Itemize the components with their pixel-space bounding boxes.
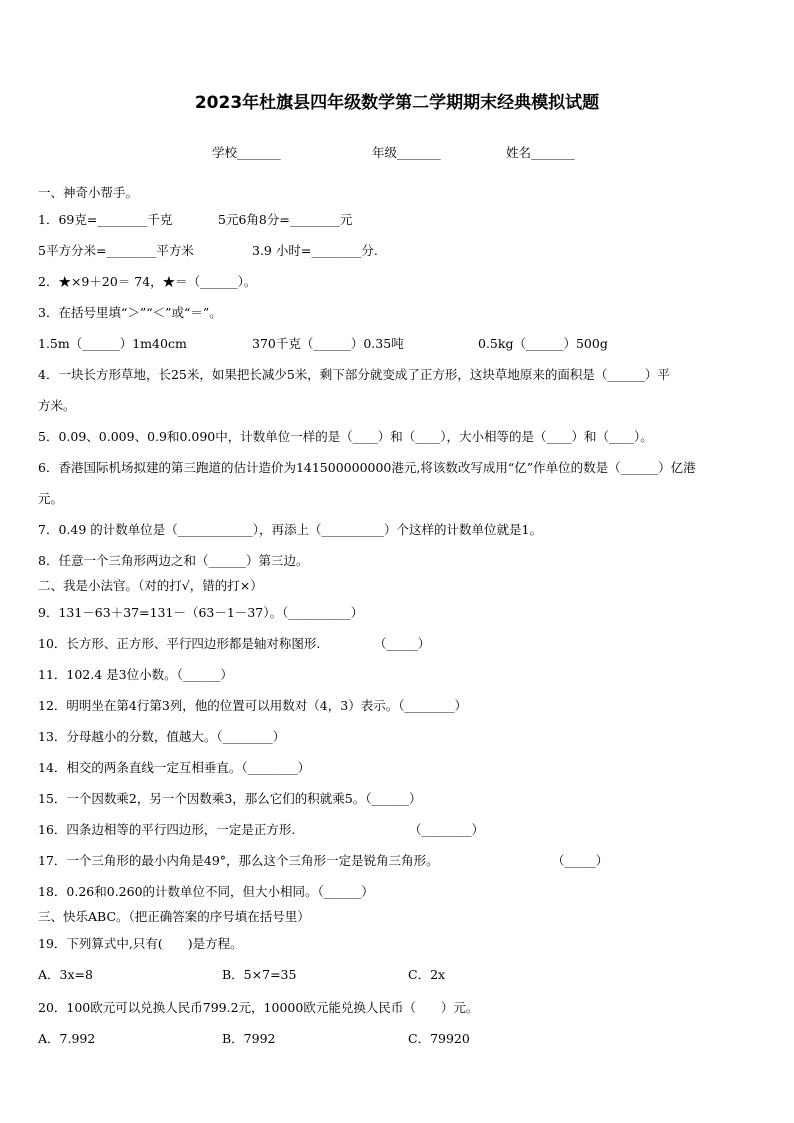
question-3b: 370千克（______）0.35吨	[252, 336, 404, 351]
question-13: 13．分母越小的分数，值越大。（________）	[38, 729, 286, 744]
question-20-option-a: A．7.992	[38, 1031, 96, 1046]
question-5: 5．0.09、0.009、0.9和0.090中，计数单位一样的是（____）和（____），大小相等的是（____）和（____）。	[38, 429, 653, 444]
grade-field: 年级_______	[372, 145, 441, 160]
school-field: 学校_______	[212, 145, 281, 160]
question-9: 9．131－63＋37=131－（63－1－37）。（__________）	[38, 605, 364, 620]
question-12: 12．明明坐在第4行第3列，他的位置可以用数对（4，3）表示。（________）	[38, 698, 467, 713]
question-16: 16．四条边相等的平行四边形，一定是正方形.	[38, 822, 296, 837]
question-19-option-a: A．3x=8	[38, 967, 93, 982]
section-2-heading: 二、我是小法官。（对的打√，错的打×）	[38, 578, 263, 593]
question-17-blank: （_____）	[552, 853, 609, 868]
question-16-blank: （________）	[409, 822, 485, 837]
question-19: 19．下列算式中,只有( )是方程。	[38, 936, 243, 951]
question-20-option-b: B．7992	[222, 1031, 276, 1046]
question-10: 10．长方形、正方形、平行四边形都是轴对称图形.	[38, 636, 321, 651]
question-1c: 5平方分米=________平方米	[38, 243, 194, 258]
page-title: 2023年杜旗县四年级数学第二学期期末经典模拟试题	[194, 93, 600, 113]
question-6-line1: 6．香港国际机场拟建的第三跑道的估计造价为141500000000港元,将该数改写成用“亿”作单位的数是（______）亿港	[38, 460, 696, 475]
question-19-option-c: C．2x	[408, 967, 446, 982]
question-3c: 0.5kg（______）500g	[478, 336, 608, 351]
question-3a: 1.5m（______）1m40cm	[38, 336, 187, 351]
question-1b: 5元6角8分=________元	[218, 212, 353, 227]
question-1d: 3.9 小时=________分.	[252, 243, 378, 258]
question-2: 2．★×9＋20＝ 74，★＝（______）。	[38, 274, 257, 289]
question-1a: 1．69克=________千克	[38, 212, 173, 227]
question-20-option-c: C．79920	[408, 1031, 470, 1046]
question-17: 17．一个三角形的最小内角是49°，那么这个三角形一定是锐角三角形。	[38, 853, 439, 868]
question-18: 18．0.26和0.260的计数单位不同，但大小相同。（______）	[38, 884, 374, 899]
question-4-line1: 4．一块长方形草地，长25米，如果把长减少5米，剩下部分就变成了正方形，这块草地原来的面积是（______）平	[38, 367, 670, 382]
question-4-line2: 方米。	[38, 398, 76, 413]
name-field: 姓名_______	[506, 145, 575, 160]
question-15: 15．一个因数乘2，另一个因数乘3，那么它们的积就乘5。（______）	[38, 791, 422, 806]
question-20: 20．100欧元可以兑换人民币799.2元，10000欧元能兑换人民币（ ）元。	[38, 1000, 479, 1015]
question-7: 7．0.49 的计数单位是（____________），再添上（__________）个这样的计数单位就是1。	[38, 522, 542, 537]
question-8: 8．任意一个三角形两边之和（______）第三边。	[38, 553, 309, 568]
section-1-heading: 一、神奇小帮手。	[38, 185, 139, 200]
question-19-option-b: B．5×7=35	[222, 967, 297, 982]
question-3: 3．在括号里填“＞”“＜”或“＝”。	[38, 305, 222, 320]
question-11: 11．102.4 是3位小数。（______）	[38, 667, 233, 682]
section-3-heading: 三、快乐ABC。（把正确答案的序号填在括号里）	[38, 909, 310, 924]
question-6-line2: 元。	[38, 491, 64, 506]
question-10-blank: （_____）	[374, 636, 431, 651]
question-14: 14．相交的两条直线一定互相垂直。（________）	[38, 760, 311, 775]
